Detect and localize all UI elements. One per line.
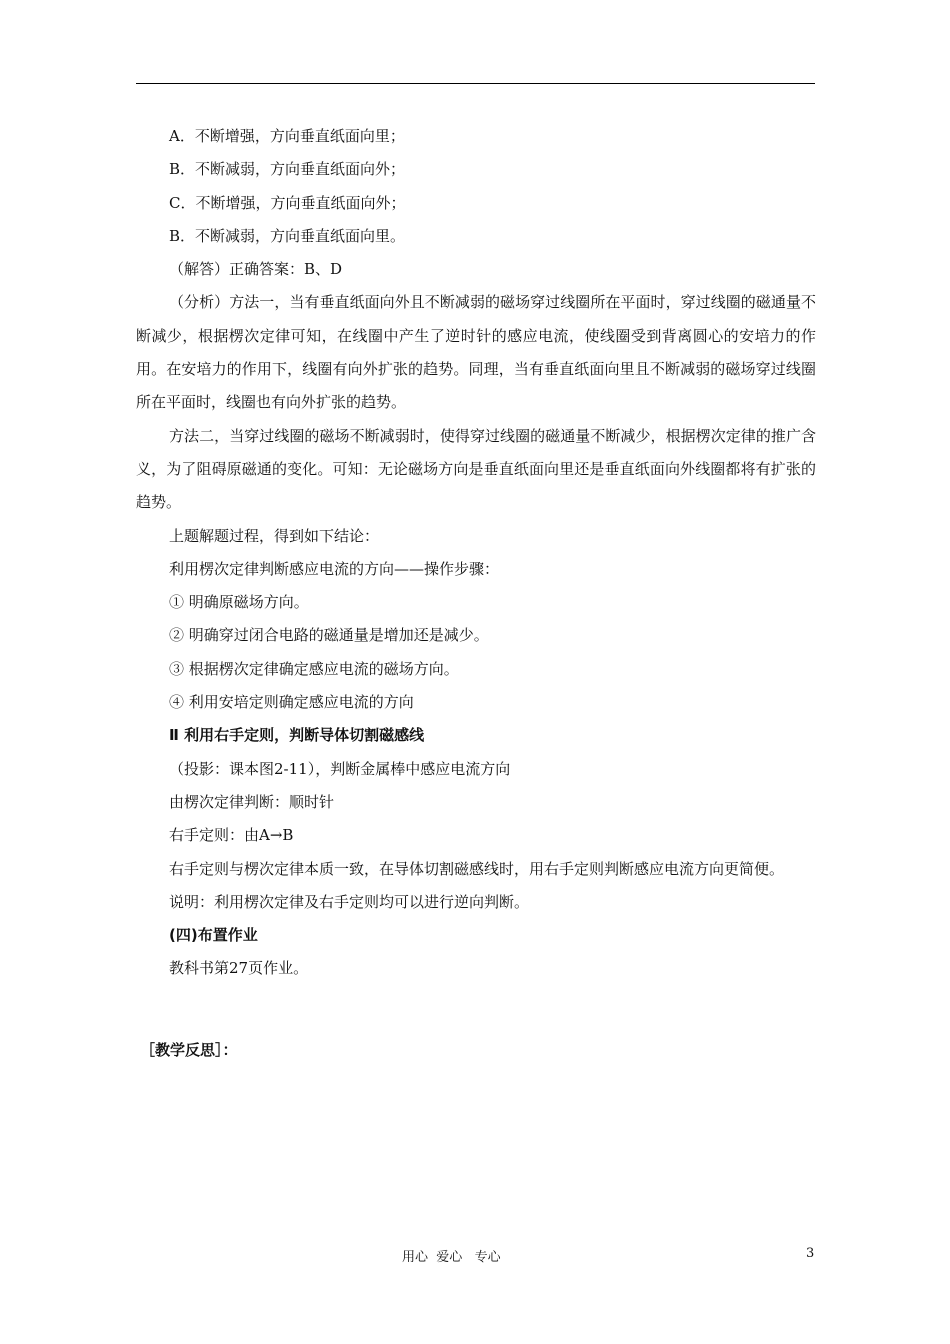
footer-motto: 用心 爱心 专心 [402, 1250, 501, 1265]
step-item: ④ 利用安培定则确定感应电流的方向 [169, 693, 414, 712]
note-line: 说明：利用楞次定律及右手定则均可以进行逆向判断。 [169, 892, 530, 911]
projection-line: （投影：课本图2-11），判断金属棒中感应电流方向 [169, 759, 511, 778]
right-hand-rule-line: 右手定则：由A→B [169, 826, 294, 845]
homework-text: 教科书第27页作业。 [169, 959, 309, 978]
lenz-judgement-line: 由楞次定律判断：顺时针 [169, 792, 335, 811]
section-heading-right-hand-rule: Ⅱ 利用右手定则，判断导体切割磁感线 [169, 726, 425, 745]
document-body [136, 120, 816, 1067]
analysis-method-one: （分析）方法一，当有垂直纸面向外且不断减弱的磁场穿过线圈所在平面时，穿过线圈的磁通量不断减少，根据楞次定律可知，在线圈中产生了逆时针的感应电流，使线圈受到背离圆心的安培力的作用。在安培力的作用下，线圈有向外扩张的趋势。同理，当有垂直纸面向里且不断减弱的磁场穿过线圈所在平面时，线圈也有向外扩张的趋势。 [136, 293, 816, 412]
header-rule [136, 83, 815, 84]
step-item: ② 明确穿过闭合电路的磁通量是增加还是减少。 [169, 626, 489, 645]
option-d: B．不断减弱，方向垂直纸面向里。 [169, 226, 406, 245]
option-b: B．不断减弱，方向垂直纸面向外； [169, 160, 406, 179]
option-c: C．不断增强，方向垂直纸面向外； [169, 193, 406, 212]
spacer [136, 986, 816, 1034]
steps-title: 利用楞次定律判断感应电流的方向——操作步骤： [169, 559, 500, 578]
step-item: ① 明确原磁场方向。 [169, 593, 309, 612]
homework-heading: (四)布置作业 [169, 926, 258, 945]
option-a: A．不断增强，方向垂直纸面向里； [169, 127, 405, 145]
answer-line: （解答）正确答案：B、D [169, 260, 343, 279]
conclusion-intro: 上题解题过程，得到如下结论： [169, 526, 380, 545]
step-item: ③ 根据楞次定律确定感应电流的磁场方向。 [169, 659, 459, 678]
comparison-paragraph: 右手定则与楞次定律本质一致，在导体切割磁感线时，用右手定则判断感应电流方向更简便。 [169, 859, 785, 878]
reflection-heading: ［教学反思］： [140, 1040, 238, 1059]
page-number: 3 [806, 1246, 815, 1261]
analysis-method-two: 方法二，当穿过线圈的磁场不断减弱时，使得穿过线圈的磁通量不断减少，根据楞次定律的推广含义，为了阻碍原磁通的变化。可知：无论磁场方向是垂直纸面向里还是垂直纸面向外线圈都将有扩张的趋势。 [136, 426, 816, 512]
